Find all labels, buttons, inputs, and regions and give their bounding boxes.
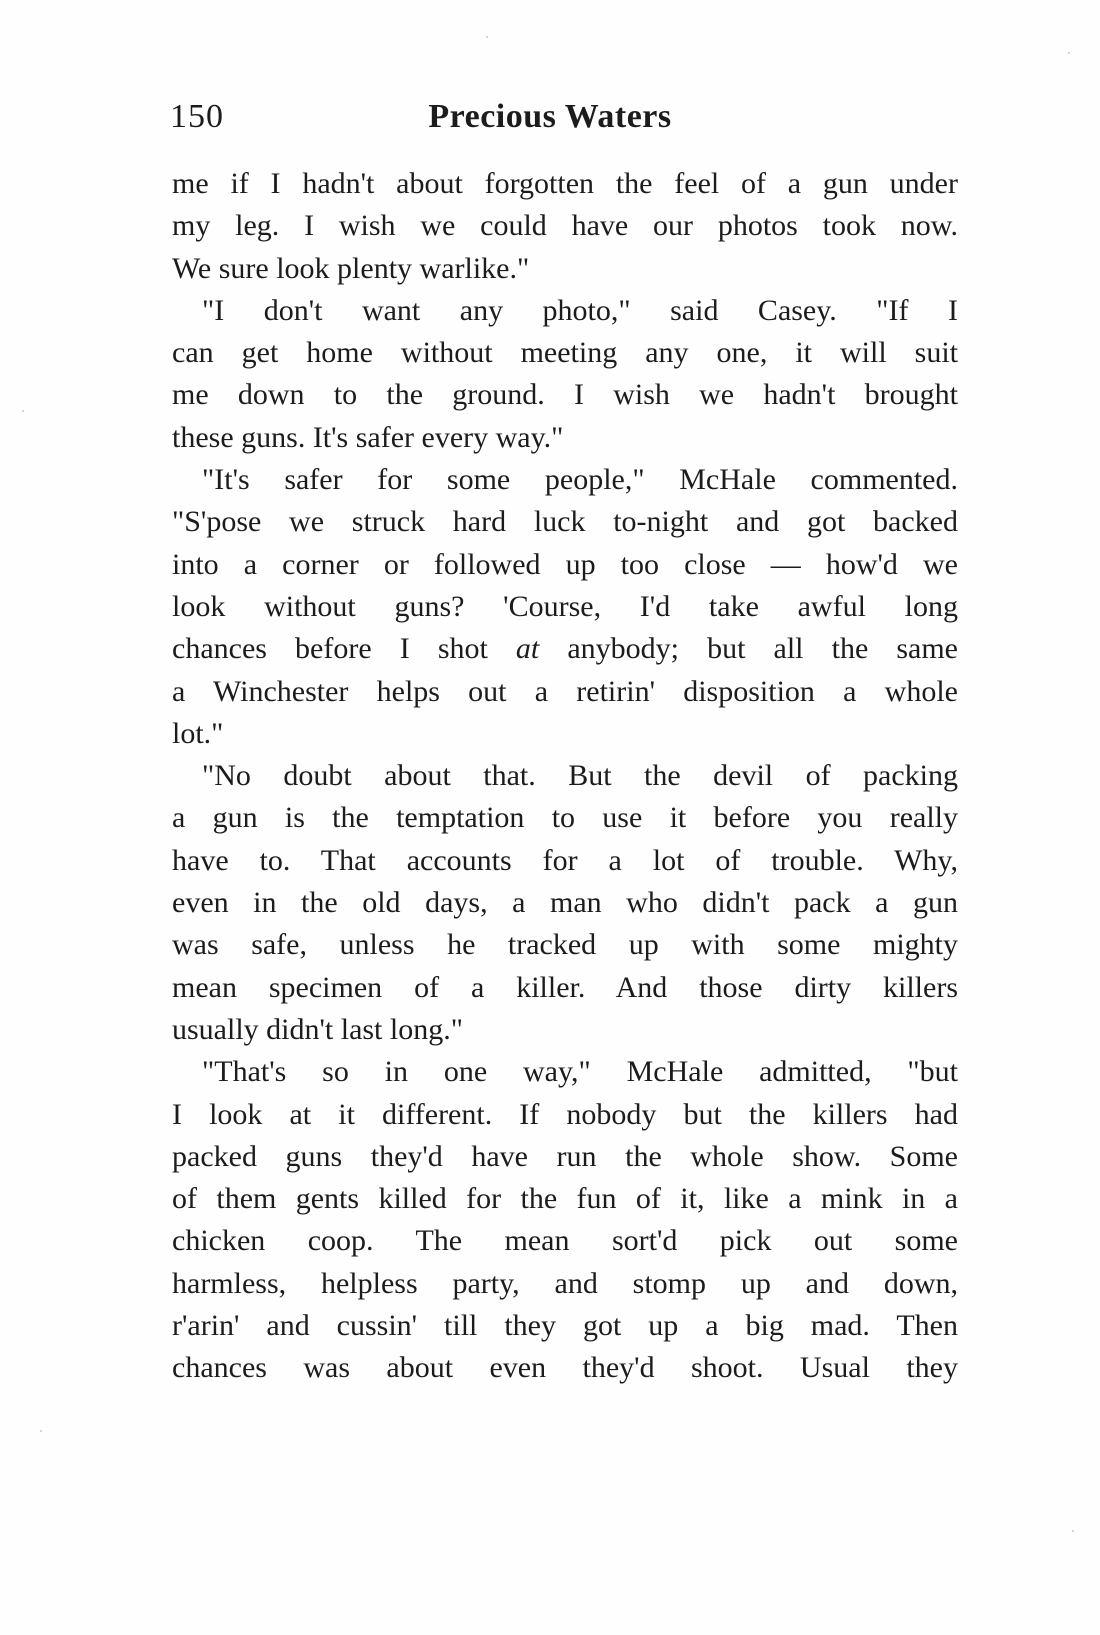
- text-line: me down to the ground. I wish we hadn't brought: [172, 378, 958, 412]
- text-line: "No doubt about that. But the devil of packing: [202, 759, 958, 793]
- paper-speck: [22, 410, 24, 412]
- text-line: look without guns? 'Course, I'd take awful long: [172, 589, 958, 623]
- text-line: have to. That accounts for a lot of trouble. Why,: [172, 843, 958, 877]
- text-line: me if I hadn't about forgotten the feel of a gun under: [172, 167, 958, 200]
- paper-speck: [40, 1430, 42, 1432]
- text-line: packed guns they'd have run the whole show. Some: [172, 1139, 958, 1173]
- text-line: even in the old days, a man who didn't pack a gun: [172, 886, 958, 920]
- text-line: mean specimen of a killer. And those dirty killers: [172, 970, 958, 1004]
- text-line: I look at it different. If nobody but the killers had: [172, 1097, 958, 1131]
- text-line: harmless, helpless party, and stomp up and down,: [172, 1266, 958, 1300]
- text-line: "S'pose we struck hard luck to-night and got backed: [172, 505, 958, 539]
- text-line: a gun is the temptation to use it before you really: [172, 801, 958, 835]
- page-number: 150: [170, 98, 224, 135]
- emphasis: at: [515, 632, 540, 666]
- text-line: r'arin' and cussin' till they got up a big mad. Then: [172, 1309, 958, 1343]
- text-line: can get home without meeting any one, it will suit: [172, 336, 958, 370]
- text-line: lot.": [172, 716, 224, 750]
- text-line: chicken coop. The mean sort'd pick out some: [172, 1224, 958, 1258]
- text-line: these guns. It's safer every way.": [172, 420, 564, 454]
- paper-speck: [1068, 52, 1070, 54]
- text-line: usually didn't last long.": [172, 1012, 463, 1046]
- paper-speck: [1072, 1530, 1074, 1532]
- text-line: "That's so in one way," McHale admitted, "but: [202, 1055, 958, 1089]
- text-line: my leg. I wish we could have our photos took now.: [172, 209, 958, 243]
- text-line: chances before I shot at anybody; but all the same: [172, 632, 958, 666]
- paper-speck: [486, 36, 488, 38]
- book-title: Precious Waters: [428, 98, 672, 135]
- text-line: We sure look plenty warlike.": [172, 251, 530, 285]
- text-line: "It's safer for some people," McHale commented.: [202, 463, 958, 497]
- text-line: was safe, unless he tracked up with some mighty: [172, 928, 958, 962]
- running-header: [170, 98, 960, 148]
- text-line: a Winchester helps out a retirin' disposition a whole: [172, 674, 958, 708]
- text-line: of them gents killed for the fun of it, like a mink in a: [172, 1182, 958, 1216]
- text-line: chances was about even they'd shoot. Usual they: [172, 1351, 958, 1385]
- text-line: into a corner or followed up too close — how'd we: [172, 547, 958, 581]
- text-line: "I don't want any photo," said Casey. "If I: [202, 293, 958, 327]
- body-text: [172, 163, 958, 1390]
